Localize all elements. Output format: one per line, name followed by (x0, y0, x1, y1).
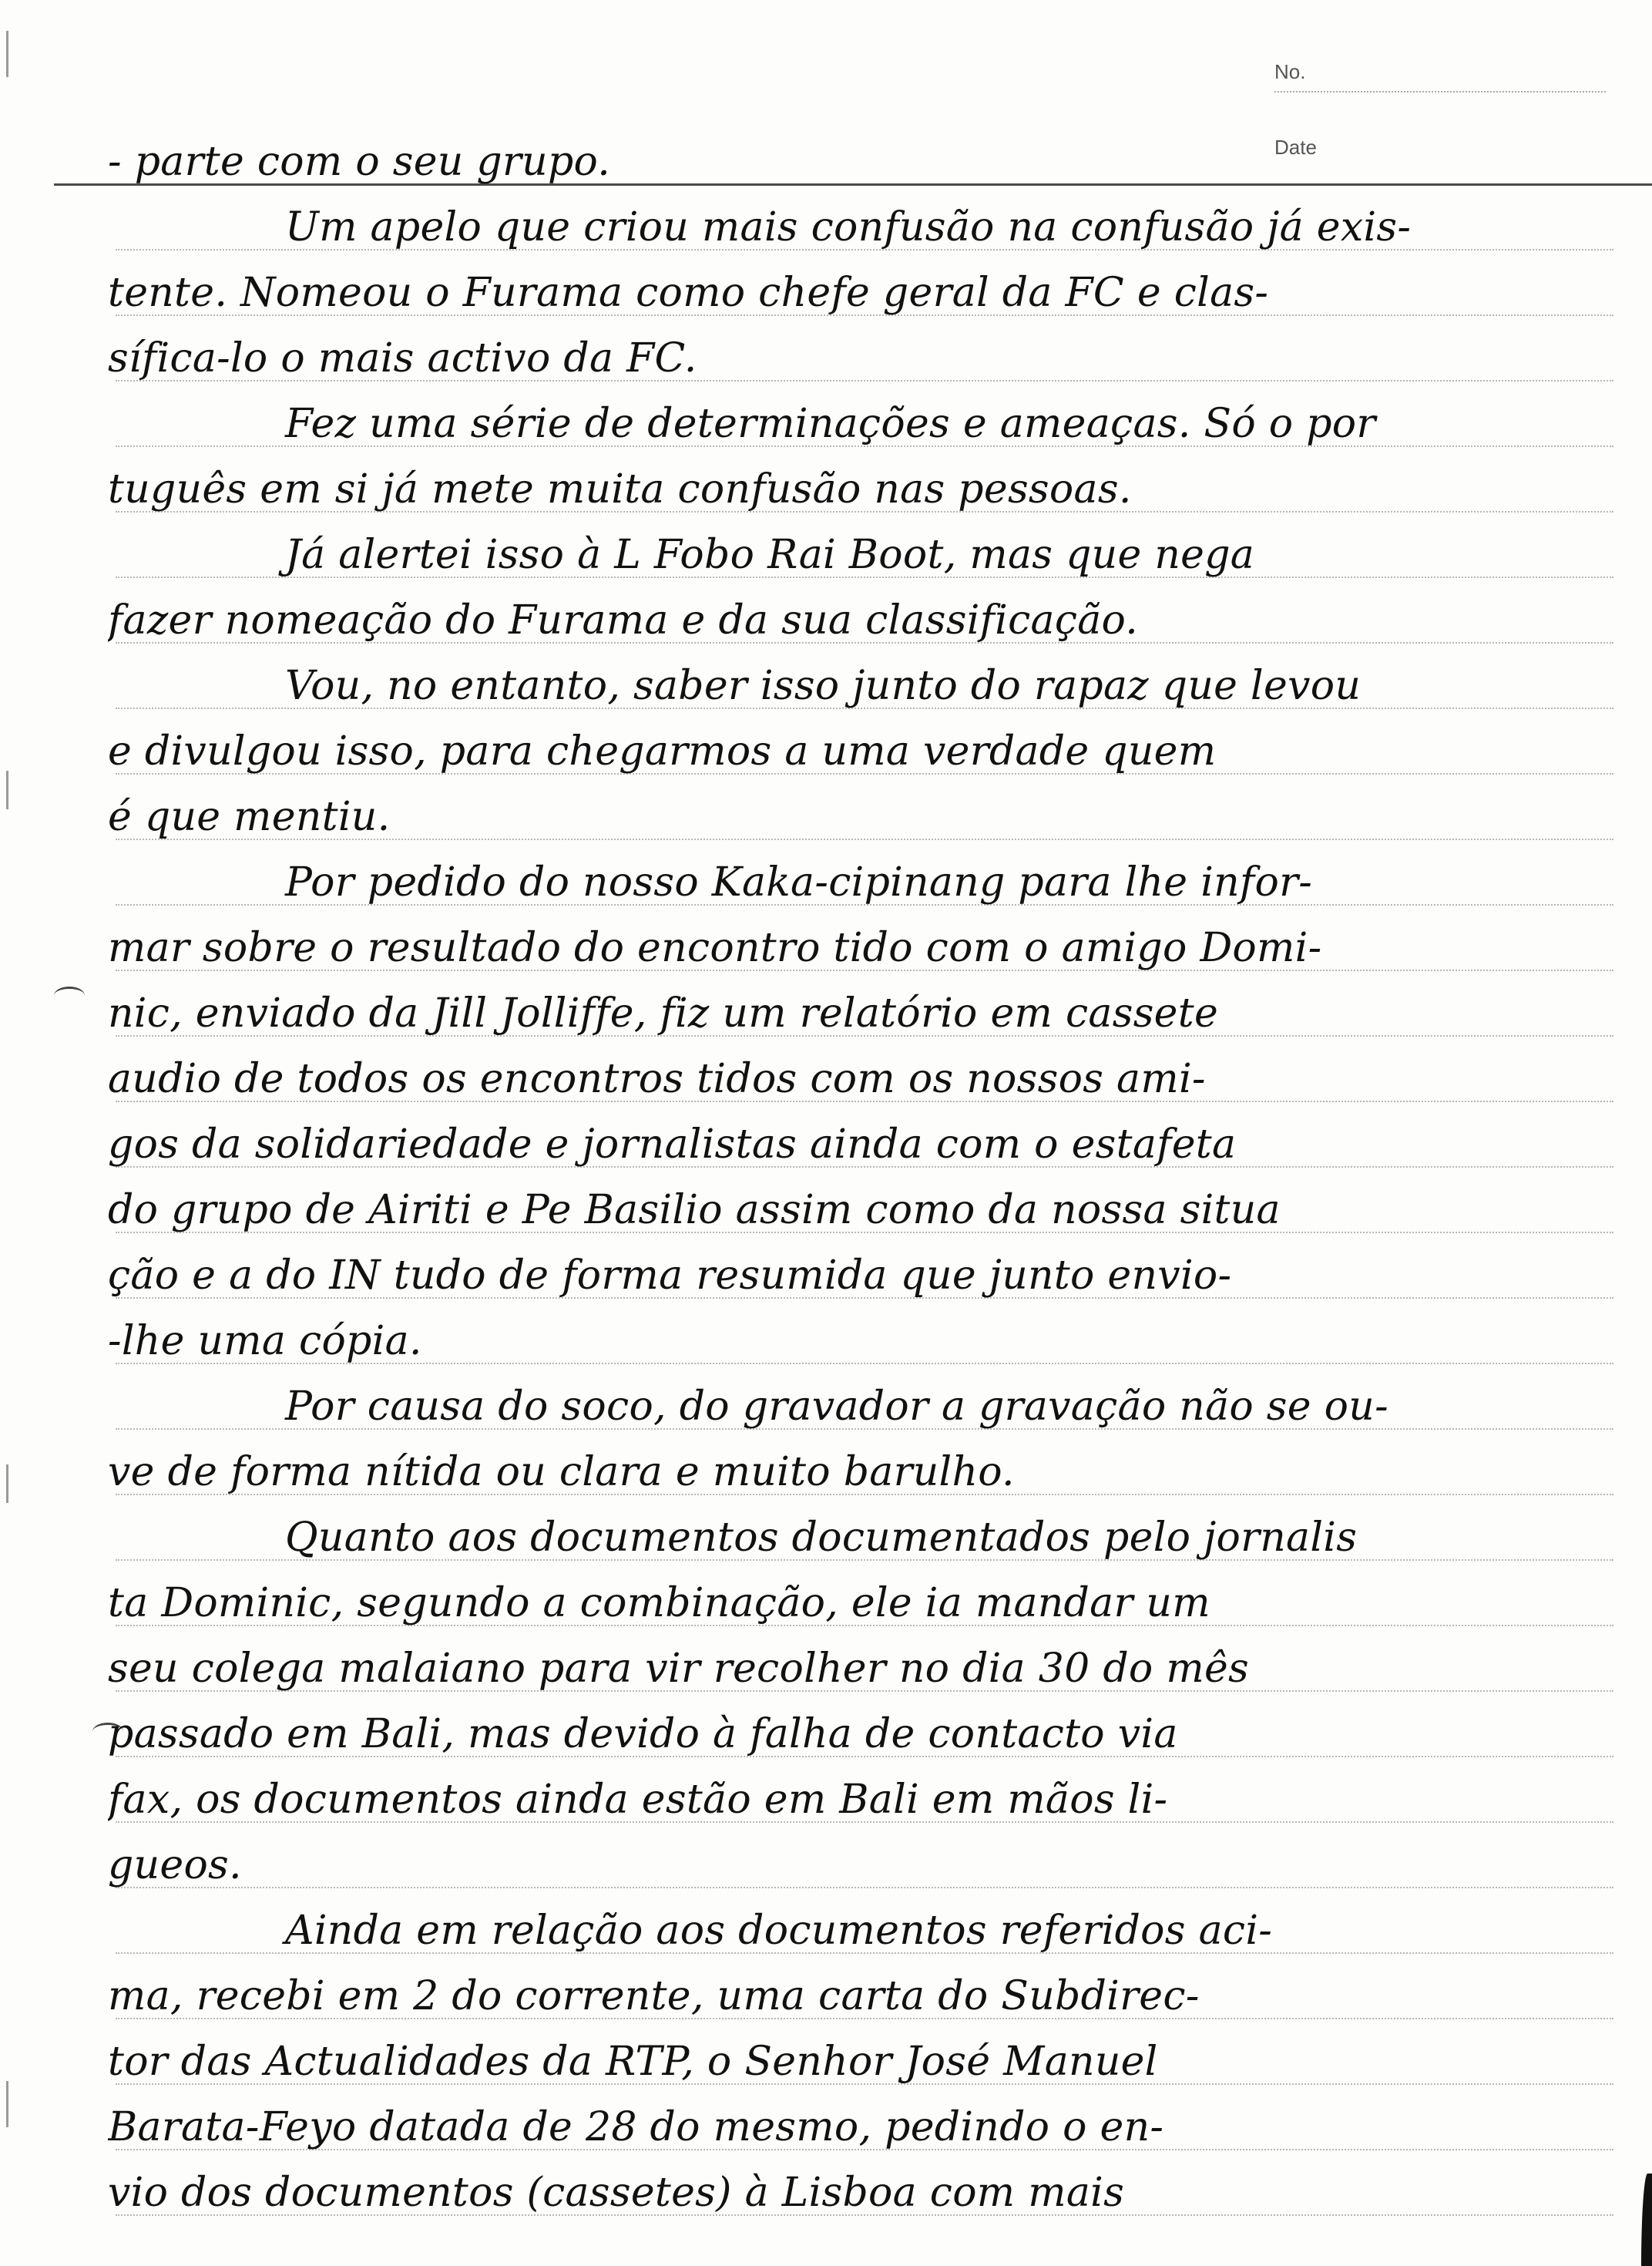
text-line: Barata-Feyo datada de 28 do mesmo, pedindo o en- (108, 2104, 1164, 2150)
text-line: ção e a do IN tudo de forma resumida que junto envio- (108, 1252, 1232, 1299)
text-line: sífica-lo o mais activo da FC. (108, 335, 697, 382)
text-line: tuguês em si já mete muita confusão nas pessoas. (108, 466, 1132, 513)
text-line: ve de forma nítida ou clara e muito barulho. (108, 1449, 1015, 1495)
text-line: - parte com o seu grupo. (108, 139, 611, 185)
text-line: passado em Bali, mas devido à falha de contacto via (108, 1711, 1178, 1757)
text-line: ta Dominic, segundo a combinação, ele ia mandar um (108, 1580, 1210, 1626)
text-line: tor das Actualidades da RTP, o Senhor José Manuel (108, 2039, 1158, 2085)
text-line: mar sobre o resultado do encontro tido com o amigo Domi- (108, 925, 1322, 971)
text-line: Um apelo que criou mais confusão na confusão já exis- (285, 204, 1412, 250)
text-line: Vou, no entanto, saber isso junto do rapaz que levou (285, 663, 1362, 709)
margin-mark (6, 771, 8, 809)
margin-mark (6, 31, 8, 77)
margin-tick (54, 987, 85, 1004)
margin-mark (6, 1464, 8, 1503)
margin-mark (6, 2081, 8, 2127)
text-line: ma, recebi em 2 do corrente, uma carta do Subdirec- (108, 1973, 1200, 2019)
text-line: e divulgou isso, para chegarmos a uma verdade quem (108, 728, 1217, 775)
text-line: Ainda em relação aos documentos referidos aci- (285, 1908, 1273, 1954)
text-line: seu colega malaiano para vir recolher no dia 30 do mês (108, 1646, 1250, 1692)
number-line (1274, 91, 1606, 92)
text-line: tente. Nomeou o Furama como chefe geral da FC e clas- (108, 270, 1269, 316)
page-edge-mark (1641, 2174, 1652, 2266)
text-line: gos da solidariedade e jornalistas ainda com o estafeta (108, 1121, 1237, 1168)
text-line: nic, enviado da Jill Jolliffe, fiz um relatório em cassete (108, 990, 1219, 1037)
text-line: gueos. (108, 1842, 242, 1888)
text-line: vio dos documentos (cassetes) à Lisboa com mais (108, 2170, 1125, 2216)
text-line: Quanto aos documentos documentados pelo jornalis (285, 1515, 1358, 1561)
text-line: Por pedido do nosso Kaka-cipinang para lhe infor- (285, 859, 1313, 906)
handwritten-text (108, 129, 1610, 2226)
text-line: é que mentiu. (108, 794, 391, 840)
text-line: fax, os documentos ainda estão em Bali em mãos li- (108, 1777, 1168, 1823)
text-line: Já alertei isso à L Fobo Rai Boot, mas que nega (285, 532, 1255, 578)
date-label: Date (1274, 136, 1317, 159)
text-line: do grupo de Airiti e Pe Basilio assim como da nossa situa (108, 1187, 1281, 1233)
text-line: -lhe uma cópia. (108, 1318, 422, 1364)
number-field (1274, 60, 1606, 84)
number-label: No. (1274, 60, 1306, 83)
text-line: Fez uma série de determinações e ameaças. Só o por (285, 401, 1376, 447)
text-line: audio de todos os encontros tidos com os nossos ami- (108, 1056, 1206, 1102)
text-line: fazer nomeação do Furama e da sua classificação. (108, 597, 1139, 644)
text-line: Por causa do soco, do gravador a gravação não se ou- (285, 1383, 1388, 1430)
